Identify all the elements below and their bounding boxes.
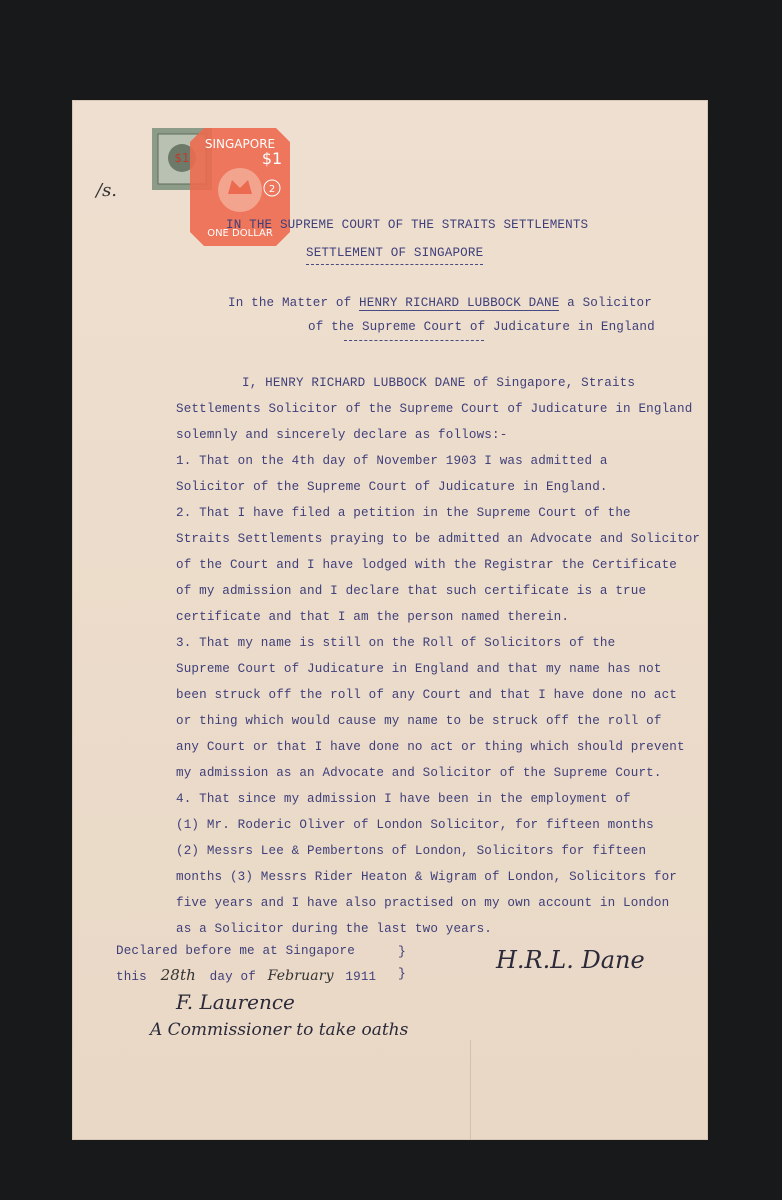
body-line: or thing which would cause my name to be struck off the roll of: [176, 714, 662, 728]
body-line: certificate and that I am the person named therein.: [176, 610, 570, 624]
matter-name: HENRY RICHARD LUBBOCK DANE: [359, 296, 560, 310]
stamp-small-value: 2: [268, 184, 276, 195]
declaration-month: February: [267, 968, 334, 984]
matter-divider: [344, 340, 484, 341]
declaration-day: 28th: [160, 966, 196, 984]
body-line: my admission as an Advocate and Solicitor of the Supreme Court.: [176, 766, 662, 780]
body-line: solemnly and sincerely declare as follows:-: [176, 428, 508, 442]
body-line: 3. That my name is still on the Roll of Solicitors of the: [176, 636, 616, 650]
body-line: Supreme Court of Judicature in England and that my name has not: [176, 662, 662, 676]
matter-line-1: [228, 296, 652, 310]
commissioner-title: A Commissioner to take oaths: [150, 1020, 409, 1040]
document-page: $1 SINGAPORE $1 2 ONE DOLLAR /s. IN THE SUPREME COURT OF THE STRAITS SETTLEMENTS SETTLEMENT OF SINGAPORE In the Matter of HENRY RICHARD LUBBOCK DANE a Solicitor of the Supreme Court of Judicature in England I, HENRY RICHARD LUBBOCK DANE of Singapore, Straits Settlements Solicitor of the Supreme Court of Judicature in England solemnly and sincerely declare as follows:- 1. That on the 4th day of November 1903 I was admitted a Solicitor of the Supreme Court of Judicature in England. 2. That I have filed a petition in the Supreme Court of the Straits Settlements praying to be admitted an Advocate and Solicitor of the Court and I have lodged with the Registrar the Certificate of my admission and I declare that such certificate is a true certificate and that I am the person named therein. 3. That my name is still on the Roll of Solicitors of the Supreme Court of Judicature in England and that my name has not been struck off the roll of any Court and that I have done no act or thing which would cause my name to be struck off the roll of any Court or that I have done no act or thing which should prevent my admission as an Advocate and Solicitor of the Supreme Court. 4. That since my admission I have been in the employment of (1) Mr. Roderic Oliver of London Solicitor, for fifteen months (2) Messrs Lee & Pembertons of London, Solicitors for fifteen months (3) Messrs Rider Heaton & Wigram of London, Solicitors for five years and I have also practised on my own account in London as a Solicitor during the last two years. Declared before me at Singapore this 28th day of February 1911 } } H.R.L. Dane F. Laurence A Commissioner to take oaths: [72, 100, 708, 1140]
body-line: been struck off the roll of any Court and that I have done no act: [176, 688, 677, 702]
body-line: (1) Mr. Roderic Oliver of London Solicitor, for fifteen months: [176, 818, 654, 832]
body-line: 2. That I have filed a petition in the Supreme Court of the: [176, 506, 631, 520]
body-line: of my admission and I declare that such certificate is a true: [176, 584, 647, 598]
body-line: Settlements Solicitor of the Supreme Court of Judicature in England: [176, 402, 693, 416]
stamp-value: $1: [261, 149, 283, 168]
singapore-stamp: [190, 128, 290, 251]
declaration-line-2: [116, 966, 376, 984]
fold-line: [470, 1040, 471, 1140]
declaration-this: this: [116, 970, 147, 984]
body-line: months (3) Messrs Rider Heaton & Wigram of London, Solicitors for: [176, 870, 677, 884]
body-line: (2) Messrs Lee & Pembertons of London, Solicitors for fifteen: [176, 844, 647, 858]
body-line: I, HENRY RICHARD LUBBOCK DANE of Singapore, Straits: [242, 376, 636, 390]
matter-suffix: a Solicitor: [567, 296, 652, 310]
revenue-stamp-value: $1: [174, 151, 190, 165]
body-line: 1. That on the 4th day of November 1903 I was admitted a: [176, 454, 608, 468]
margin-mark: /s.: [96, 180, 118, 201]
court-heading: IN THE SUPREME COURT OF THE STRAITS SETTLEMENTS: [226, 218, 589, 232]
matter-prefix: In the Matter of: [228, 296, 352, 310]
body-line: 4. That since my admission I have been in the employment of: [176, 792, 631, 806]
declaration-day-of: day of: [209, 970, 256, 984]
body-line: Straits Settlements praying to be admitted an Advocate and Solicitor: [176, 532, 701, 546]
stamp-bottom: ONE DOLLAR: [207, 228, 273, 239]
matter-line-2: of the Supreme Court of Judicature in England: [308, 320, 655, 334]
body-line: five years and I have also practised on my own account in London: [176, 896, 670, 910]
declaration-line-1: Declared before me at Singapore: [116, 944, 355, 958]
body-line: Solicitor of the Supreme Court of Judicature in England.: [176, 480, 608, 494]
commissioner-signature: F. Laurence: [176, 990, 295, 1014]
body-line: of the Court and I have lodged with the Registrar the Certificate: [176, 558, 677, 572]
body-line: any Court or that I have done no act or thing which should prevent: [176, 740, 685, 754]
declarant-signature: H.R.L. Dane: [496, 946, 645, 974]
declaration-year: 1911: [345, 970, 377, 984]
body-line: as a Solicitor during the last two years.: [176, 922, 493, 936]
settlement-heading: SETTLEMENT OF SINGAPORE: [306, 246, 483, 265]
stamp-country: SINGAPORE: [204, 137, 276, 151]
